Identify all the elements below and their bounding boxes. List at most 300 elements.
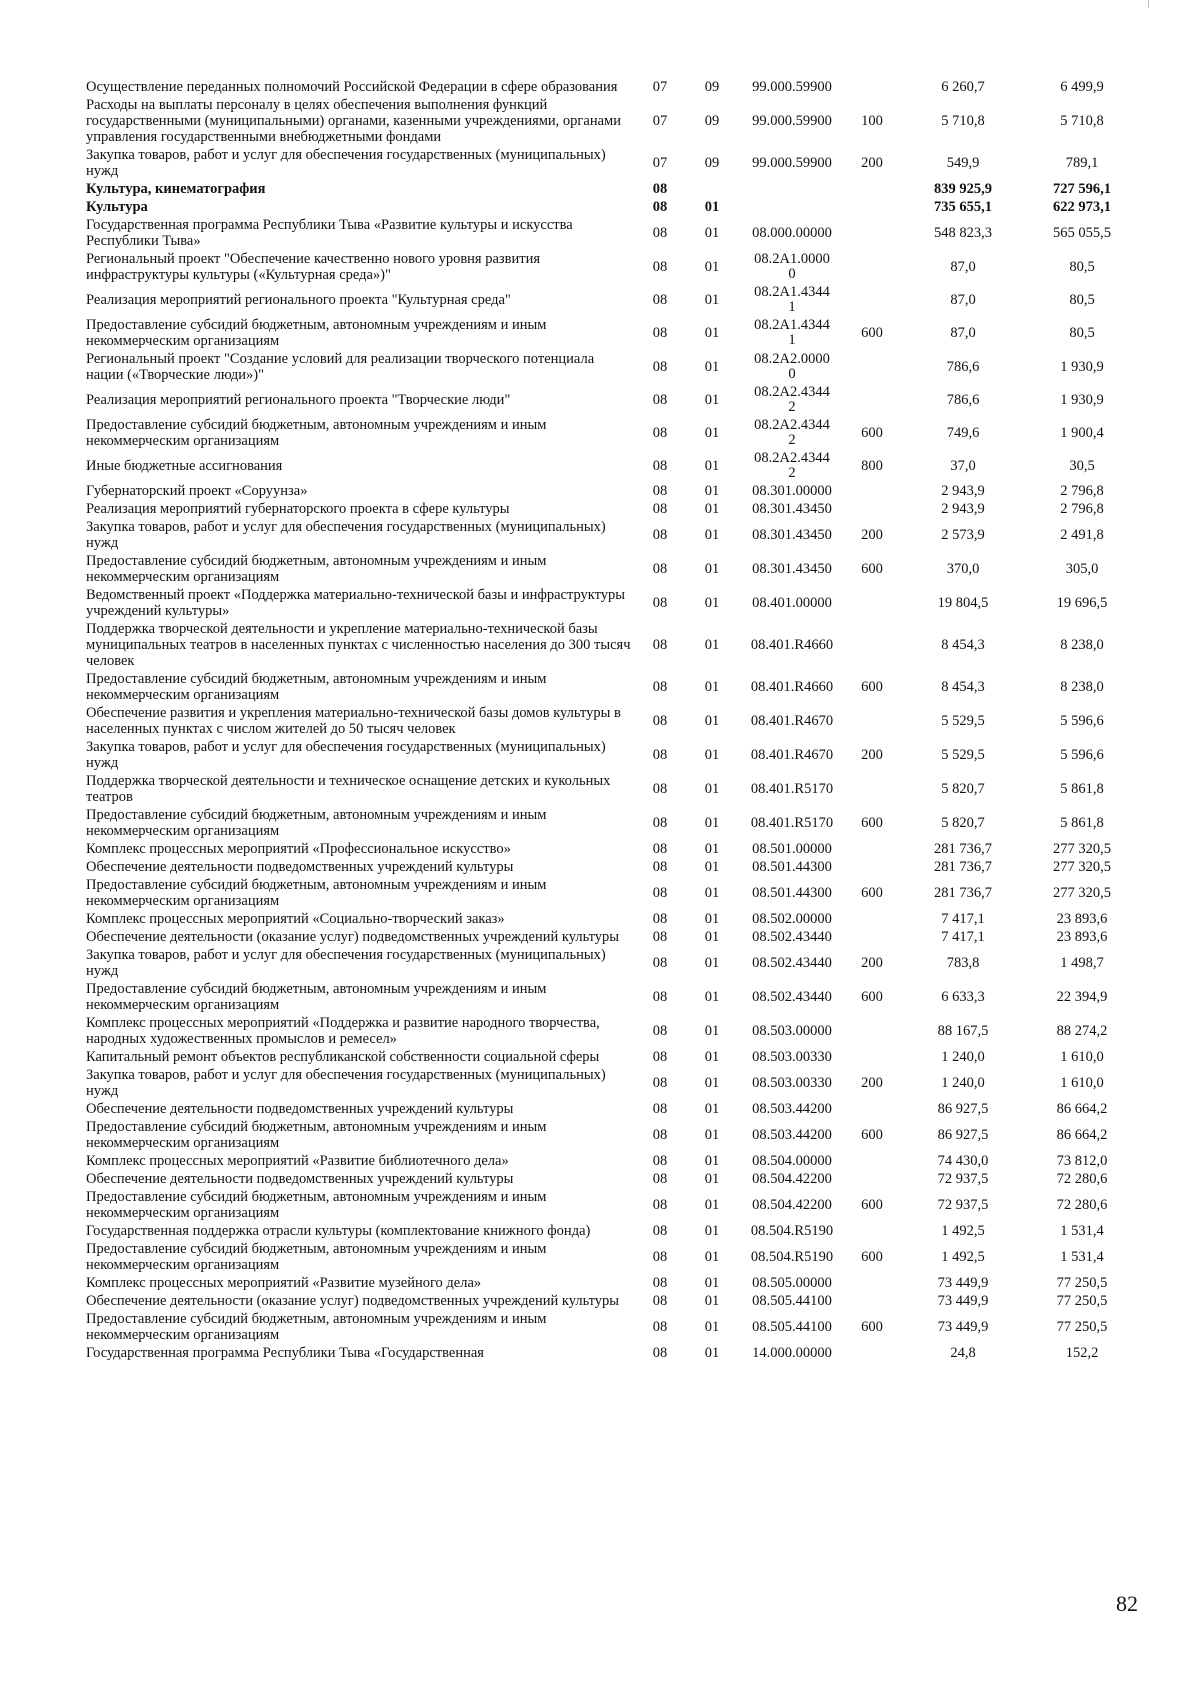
- target-article-code: 08.501.00000: [752, 840, 832, 857]
- target-article-code: 08.301.43450: [752, 500, 832, 517]
- subsection-code: 01: [704, 259, 720, 275]
- target-article-code: 08.401.R5170: [750, 780, 834, 797]
- section-code: 08: [652, 392, 668, 408]
- section-code: 08: [652, 1153, 668, 1169]
- amount-year-2: 73 812,0: [1056, 1153, 1108, 1169]
- amount-year-2: 1 531,4: [1060, 1223, 1104, 1239]
- amount-year-1: 86 927,5: [937, 1127, 989, 1143]
- section-code: 08: [652, 1319, 668, 1335]
- item-name: Капитальный ремонт объектов республиканской собственности социальной сферы: [86, 1049, 600, 1065]
- table-row: [86, 1344, 1136, 1362]
- item-name: Комплекс процессных мероприятий «Развитие библиотечного дела»: [86, 1153, 509, 1169]
- amount-year-2: 80,5: [1069, 292, 1095, 308]
- amount-year-2: 2 796,8: [1060, 483, 1104, 499]
- amount-year-1: 6 633,3: [941, 989, 985, 1005]
- subsection-code: 01: [704, 501, 720, 517]
- amount-year-2: 80,5: [1069, 259, 1095, 275]
- table-row: [86, 316, 1136, 350]
- amount-year-1: 7 417,1: [941, 911, 985, 927]
- expense-type-code: 600: [861, 989, 883, 1005]
- item-name: Предоставление субсидий бюджетным, автономным учреждениям и иным некоммерческим организациям: [86, 317, 547, 349]
- table-row: [86, 78, 1136, 96]
- amount-year-1: 839 925,9: [934, 181, 992, 197]
- section-code: 08: [652, 425, 668, 441]
- subsection-code: 01: [704, 292, 720, 308]
- section-code: 07: [652, 155, 668, 171]
- target-article-code: 08.501.44300: [752, 858, 832, 875]
- amount-year-1: 8 454,3: [941, 679, 985, 695]
- table-row: [86, 910, 1136, 928]
- item-name: Расходы на выплаты персоналу в целях обеспечения выполнения функций государственными (муниципальными) органами, казенными учреждениями, органами управления государственными внебюджетными фондами: [86, 97, 621, 145]
- target-article-code: 08.2А2.4344 2: [754, 417, 830, 448]
- target-article-code: 08.2А1.4344 1: [754, 284, 830, 315]
- amount-year-2: 1 610,0: [1060, 1075, 1104, 1091]
- item-name: Предоставление субсидий бюджетным, автономным учреждениям и иным некоммерческим организациям: [86, 1119, 547, 1151]
- target-article-code: 08.503.00330: [752, 1074, 832, 1091]
- section-code: 08: [652, 325, 668, 341]
- subsection-code: 01: [704, 885, 720, 901]
- subsection-code: 01: [704, 1127, 720, 1143]
- subsection-code: 01: [704, 1049, 720, 1065]
- item-name: Предоставление субсидий бюджетным, автономным учреждениям и иным некоммерческим организациям: [86, 981, 547, 1013]
- amount-year-2: 277 320,5: [1053, 885, 1111, 901]
- target-article-code: 08.401.R5170: [750, 814, 834, 831]
- amount-year-1: 2 573,9: [941, 527, 985, 543]
- section-code: 08: [652, 595, 668, 611]
- amount-year-2: 727 596,1: [1053, 181, 1111, 197]
- amount-year-1: 6 260,7: [941, 79, 985, 95]
- item-name: Реализация мероприятий регионального проекта "Творческие люди": [86, 392, 511, 408]
- amount-year-2: 789,1: [1065, 155, 1099, 171]
- section-code: 08: [652, 483, 668, 499]
- table-row: [86, 482, 1136, 500]
- target-article-code: 08.505.44100: [752, 1318, 832, 1335]
- section-code: 08: [652, 1197, 668, 1213]
- amount-year-2: 152,2: [1065, 1345, 1099, 1361]
- expense-type-code: 600: [861, 1127, 883, 1143]
- amount-year-1: 1 492,5: [941, 1249, 985, 1265]
- amount-year-2: 88 274,2: [1056, 1023, 1108, 1039]
- table-row: [86, 1118, 1136, 1152]
- target-article-code: 08.504.00000: [752, 1152, 832, 1169]
- amount-year-2: 23 893,6: [1056, 911, 1108, 927]
- section-code: 08: [652, 1293, 668, 1309]
- section-code: 08: [652, 501, 668, 517]
- section-code: 07: [652, 113, 668, 129]
- expense-type-code: 200: [861, 1075, 883, 1091]
- expense-type-code: 200: [861, 747, 883, 763]
- subsection-code: 01: [704, 815, 720, 831]
- subsection-code: 01: [704, 1101, 720, 1117]
- target-article-code: 08.503.44200: [752, 1126, 832, 1143]
- subsection-code: 01: [704, 713, 720, 729]
- amount-year-2: 80,5: [1069, 325, 1095, 341]
- amount-year-1: 72 937,5: [937, 1197, 989, 1213]
- subsection-code: 01: [704, 425, 720, 441]
- amount-year-2: 22 394,9: [1056, 989, 1108, 1005]
- section-code: 08: [652, 225, 668, 241]
- table-row: [86, 1170, 1136, 1188]
- target-article-code: 14.000.00000: [752, 1344, 832, 1361]
- table-row: [86, 1048, 1136, 1066]
- amount-year-2: 277 320,5: [1053, 859, 1111, 875]
- amount-year-1: 5 820,7: [941, 781, 985, 797]
- item-name: Закупка товаров, работ и услуг для обеспечения государственных (муниципальных) нужд: [86, 947, 606, 979]
- expense-type-code: 600: [861, 425, 883, 441]
- table-row: [86, 1188, 1136, 1222]
- expense-type-code: 600: [861, 1319, 883, 1335]
- table-row: [86, 1014, 1136, 1048]
- amount-year-1: 786,6: [946, 359, 980, 375]
- item-name: Региональный проект "Обеспечение качественно нового уровня развития инфраструктуры культуры («Культурная среда»)": [86, 251, 541, 283]
- table-row: [86, 1222, 1136, 1240]
- item-name: Обеспечение развития и укрепления материально-технической базы домов культуры в населенных пунктах с числом жителей до 50 тысяч человек: [86, 705, 621, 737]
- item-name: Государственная программа Республики Тыва «Государственная: [86, 1345, 484, 1361]
- edge-mark: [1148, 0, 1149, 8]
- target-article-code: 99.000.59900: [752, 154, 832, 171]
- section-code: 08: [652, 292, 668, 308]
- subsection-code: 01: [704, 1023, 720, 1039]
- subsection-code: 09: [704, 79, 720, 95]
- table-row: [86, 840, 1136, 858]
- expense-type-code: 200: [861, 955, 883, 971]
- section-code: 08: [652, 713, 668, 729]
- expense-type-code: 100: [861, 113, 883, 129]
- amount-year-1: 783,8: [946, 955, 980, 971]
- amount-year-2: 8 238,0: [1060, 637, 1104, 653]
- item-name: Государственная программа Республики Тыва «Развитие культуры и искусства Республики Тыва»: [86, 217, 573, 249]
- section-code: 08: [652, 181, 668, 197]
- expense-type-code: 600: [861, 679, 883, 695]
- table-row: [86, 450, 1136, 482]
- expense-type-code: 600: [861, 1249, 883, 1265]
- subsection-code: 01: [704, 483, 720, 499]
- target-article-code: 08.301.00000: [752, 482, 832, 499]
- section-code: 08: [652, 747, 668, 763]
- section-code: 08: [652, 637, 668, 653]
- subsection-code: 01: [704, 392, 720, 408]
- subsection-code: 01: [704, 781, 720, 797]
- item-name: Обеспечение деятельности (оказание услуг) подведомственных учреждений культуры: [86, 1293, 620, 1309]
- target-article-code: 08.503.00000: [752, 1022, 832, 1039]
- table-row: [86, 980, 1136, 1014]
- section-code: 08: [652, 911, 668, 927]
- budget-table: [86, 78, 1136, 1362]
- table-row: [86, 772, 1136, 806]
- subsection-code: 01: [704, 199, 720, 215]
- table-row: [86, 1274, 1136, 1292]
- expense-type-code: 200: [861, 527, 883, 543]
- target-article-code: 08.401.R4670: [750, 712, 834, 729]
- subsection-code: 01: [704, 1319, 720, 1335]
- table-row: [86, 180, 1136, 198]
- item-name: Предоставление субсидий бюджетным, автономным учреждениям и иным некоммерческим организациям: [86, 877, 547, 909]
- item-name: Губернаторский проект «Соруунза»: [86, 483, 308, 499]
- target-article-code: 08.502.43440: [752, 954, 832, 971]
- section-code: 08: [652, 955, 668, 971]
- expense-type-code: 600: [861, 325, 883, 341]
- amount-year-2: 1 900,4: [1060, 425, 1104, 441]
- subsection-code: 01: [704, 1275, 720, 1291]
- section-code: 08: [652, 1101, 668, 1117]
- section-code: 08: [652, 841, 668, 857]
- amount-year-2: 1 531,4: [1060, 1249, 1104, 1265]
- subsection-code: 01: [704, 841, 720, 857]
- item-name: Комплекс процессных мероприятий «Развитие музейного дела»: [86, 1275, 482, 1291]
- amount-year-2: 30,5: [1069, 458, 1095, 474]
- section-code: 08: [652, 1275, 668, 1291]
- table-row: [86, 704, 1136, 738]
- amount-year-1: 281 736,7: [934, 885, 992, 901]
- amount-year-1: 5 820,7: [941, 815, 985, 831]
- section-code: 08: [652, 1223, 668, 1239]
- subsection-code: 01: [704, 595, 720, 611]
- table-row: [86, 96, 1136, 146]
- amount-year-2: 5 596,6: [1060, 713, 1104, 729]
- subsection-code: 01: [704, 911, 720, 927]
- table-row: [86, 946, 1136, 980]
- item-name: Предоставление субсидий бюджетным, автономным учреждениям и иным некоммерческим организациям: [86, 1189, 547, 1221]
- amount-year-1: 7 417,1: [941, 929, 985, 945]
- target-article-code: 08.502.00000: [752, 910, 832, 927]
- target-article-code: 99.000.59900: [752, 112, 832, 129]
- item-name: Предоставление субсидий бюджетным, автономным учреждениям и иным некоммерческим организациям: [86, 671, 547, 703]
- item-name: Предоставление субсидий бюджетным, автономным учреждениям и иным некоммерческим организациям: [86, 553, 547, 585]
- subsection-code: 01: [704, 561, 720, 577]
- section-code: 08: [652, 1127, 668, 1143]
- item-name: Закупка товаров, работ и услуг для обеспечения государственных (муниципальных) нужд: [86, 1067, 606, 1099]
- subsection-code: 01: [704, 359, 720, 375]
- item-name: Реализация мероприятий регионального проекта "Культурная среда": [86, 292, 511, 308]
- table-row: [86, 738, 1136, 772]
- amount-year-1: 87,0: [950, 259, 976, 275]
- section-code: 08: [652, 815, 668, 831]
- table-row: [86, 1310, 1136, 1344]
- subsection-code: 01: [704, 1197, 720, 1213]
- amount-year-2: 5 861,8: [1060, 815, 1104, 831]
- amount-year-2: 6 499,9: [1060, 79, 1104, 95]
- target-article-code: 08.505.44100: [752, 1292, 832, 1309]
- amount-year-1: 24,8: [950, 1345, 976, 1361]
- target-article-code: 08.502.43440: [752, 988, 832, 1005]
- section-code: 08: [652, 259, 668, 275]
- amount-year-1: 88 167,5: [937, 1023, 989, 1039]
- item-name: Иные бюджетные ассигнования: [86, 458, 283, 474]
- section-code: 08: [652, 561, 668, 577]
- amount-year-2: 1 930,9: [1060, 359, 1104, 375]
- section-code: 08: [652, 929, 668, 945]
- amount-year-2: 5 710,8: [1060, 113, 1104, 129]
- section-code: 08: [652, 989, 668, 1005]
- table-row: [86, 670, 1136, 704]
- item-name: Ведомственный проект «Поддержка материально-технической базы и инфраструктуры учреждений культуры»: [86, 587, 626, 619]
- item-name: Реализация мероприятий губернаторского проекта в сфере культуры: [86, 501, 510, 517]
- table-row: [86, 198, 1136, 216]
- amount-year-2: 86 664,2: [1056, 1101, 1108, 1117]
- section-code: 07: [652, 79, 668, 95]
- amount-year-2: 86 664,2: [1056, 1127, 1108, 1143]
- item-name: Поддержка творческой деятельности и техническое оснащение детских и кукольных театров: [86, 773, 611, 805]
- amount-year-1: 87,0: [950, 292, 976, 308]
- section-code: 08: [652, 359, 668, 375]
- section-code: 08: [652, 458, 668, 474]
- expense-type-code: 200: [861, 155, 883, 171]
- amount-year-2: 2 491,8: [1060, 527, 1104, 543]
- amount-year-1: 8 454,3: [941, 637, 985, 653]
- amount-year-2: 19 696,5: [1056, 595, 1108, 611]
- amount-year-1: 281 736,7: [934, 859, 992, 875]
- item-name: Обеспечение деятельности подведомственных учреждений культуры: [86, 1171, 514, 1187]
- item-name: Обеспечение деятельности подведомственных учреждений культуры: [86, 859, 514, 875]
- section-code: 08: [652, 1075, 668, 1091]
- amount-year-1: 549,9: [946, 155, 980, 171]
- amount-year-1: 2 943,9: [941, 483, 985, 499]
- item-name: Закупка товаров, работ и услуг для обеспечения государственных (муниципальных) нужд: [86, 519, 606, 551]
- amount-year-2: 23 893,6: [1056, 929, 1108, 945]
- target-article-code: 08.502.43440: [752, 928, 832, 945]
- table-row: [86, 518, 1136, 552]
- item-name: Предоставление субсидий бюджетным, автономным учреждениям и иным некоммерческим организациям: [86, 807, 547, 839]
- subsection-code: 01: [704, 325, 720, 341]
- item-name: Обеспечение деятельности подведомственных учреждений культуры: [86, 1101, 514, 1117]
- amount-year-2: 622 973,1: [1053, 199, 1111, 215]
- item-name: Культура: [86, 199, 148, 215]
- target-article-code: 08.2А2.0000 0: [754, 351, 830, 382]
- item-name: Культура, кинематография: [86, 181, 266, 197]
- table-row: [86, 350, 1136, 384]
- amount-year-2: 8 238,0: [1060, 679, 1104, 695]
- expense-type-code: 600: [861, 815, 883, 831]
- subsection-code: 01: [704, 637, 720, 653]
- target-article-code: 08.000.00000: [752, 224, 832, 241]
- subsection-code: 01: [704, 1153, 720, 1169]
- target-article-code: 08.504.42200: [752, 1196, 832, 1213]
- amount-year-1: 370,0: [946, 561, 980, 577]
- target-article-code: 08.2А2.4344 2: [754, 450, 830, 481]
- amount-year-1: 548 823,3: [934, 225, 992, 241]
- item-name: Комплекс процессных мероприятий «Профессиональное искусство»: [86, 841, 511, 857]
- amount-year-1: 735 655,1: [934, 199, 992, 215]
- item-name: Закупка товаров, работ и услуг для обеспечения государственных (муниципальных) нужд: [86, 147, 606, 179]
- subsection-code: 01: [704, 458, 720, 474]
- amount-year-1: 5 710,8: [941, 113, 985, 129]
- target-article-code: 08.503.44200: [752, 1100, 832, 1117]
- subsection-code: 01: [704, 679, 720, 695]
- expense-type-code: 600: [861, 1197, 883, 1213]
- section-code: 08: [652, 885, 668, 901]
- item-name: Предоставление субсидий бюджетным, автономным учреждениям и иным некоммерческим организациям: [86, 417, 547, 449]
- item-name: Комплекс процессных мероприятий «Поддержка и развитие народного творчества, народных художественных промыслов и ремесел»: [86, 1015, 600, 1047]
- amount-year-2: 305,0: [1065, 561, 1099, 577]
- table-row: [86, 586, 1136, 620]
- amount-year-2: 5 596,6: [1060, 747, 1104, 763]
- amount-year-1: 73 449,9: [937, 1275, 989, 1291]
- section-code: 08: [652, 781, 668, 797]
- item-name: Предоставление субсидий бюджетным, автономным учреждениям и иным некоммерческим организациям: [86, 1311, 547, 1343]
- expense-type-code: 600: [861, 561, 883, 577]
- target-article-code: 08.2А2.4344 2: [754, 384, 830, 415]
- amount-year-2: 565 055,5: [1053, 225, 1111, 241]
- table-row: [86, 500, 1136, 518]
- section-code: 08: [652, 1249, 668, 1265]
- table-row: [86, 876, 1136, 910]
- subsection-code: 01: [704, 1223, 720, 1239]
- subsection-code: 01: [704, 747, 720, 763]
- amount-year-1: 5 529,5: [941, 713, 985, 729]
- amount-year-2: 1 930,9: [1060, 392, 1104, 408]
- item-name: Региональный проект "Создание условий для реализации творческого потенциала нации («Творческие люди»)": [86, 351, 595, 383]
- table-row: [86, 858, 1136, 876]
- target-article-code: 08.401.R4670: [750, 746, 834, 763]
- item-name: Закупка товаров, работ и услуг для обеспечения государственных (муниципальных) нужд: [86, 739, 606, 771]
- section-code: 08: [652, 679, 668, 695]
- target-article-code: 08.301.43450: [752, 560, 832, 577]
- amount-year-1: 1 240,0: [941, 1075, 985, 1091]
- subsection-code: 01: [704, 225, 720, 241]
- amount-year-1: 5 529,5: [941, 747, 985, 763]
- amount-year-2: 5 861,8: [1060, 781, 1104, 797]
- subsection-code: 01: [704, 989, 720, 1005]
- subsection-code: 01: [704, 1293, 720, 1309]
- section-code: 08: [652, 1345, 668, 1361]
- table-row: [86, 1152, 1136, 1170]
- amount-year-2: 77 250,5: [1056, 1275, 1108, 1291]
- section-code: 08: [652, 199, 668, 215]
- item-name: Обеспечение деятельности (оказание услуг) подведомственных учреждений культуры: [86, 929, 620, 945]
- amount-year-2: 72 280,6: [1056, 1197, 1108, 1213]
- amount-year-1: 749,6: [946, 425, 980, 441]
- expense-type-code: 800: [861, 458, 883, 474]
- amount-year-2: 77 250,5: [1056, 1319, 1108, 1335]
- amount-year-1: 74 430,0: [937, 1153, 989, 1169]
- amount-year-1: 281 736,7: [934, 841, 992, 857]
- section-code: 08: [652, 1023, 668, 1039]
- amount-year-2: 72 280,6: [1056, 1171, 1108, 1187]
- subsection-code: 01: [704, 955, 720, 971]
- target-article-code: 08.401.R4660: [750, 678, 834, 695]
- item-name: Предоставление субсидий бюджетным, автономным учреждениям и иным некоммерческим организациям: [86, 1241, 547, 1273]
- table-row: [86, 1100, 1136, 1118]
- subsection-code: 01: [704, 929, 720, 945]
- item-name: Государственная поддержка отрасли культуры (комплектование книжного фонда): [86, 1223, 591, 1239]
- item-name: Осуществление переданных полномочий Российской Федерации в сфере образования: [86, 79, 618, 95]
- table-row: [86, 1066, 1136, 1100]
- table-row: [86, 284, 1136, 316]
- table-row: [86, 250, 1136, 284]
- subsection-code: 01: [704, 1075, 720, 1091]
- item-name: Комплекс процессных мероприятий «Социально-творческий заказ»: [86, 911, 505, 927]
- subsection-code: 01: [704, 1249, 720, 1265]
- section-code: 08: [652, 859, 668, 875]
- expense-type-code: 600: [861, 885, 883, 901]
- target-article-code: 08.401.00000: [752, 594, 832, 611]
- target-article-code: 08.504.42200: [752, 1170, 832, 1187]
- section-code: 08: [652, 527, 668, 543]
- amount-year-2: 77 250,5: [1056, 1293, 1108, 1309]
- amount-year-1: 87,0: [950, 325, 976, 341]
- table-row: [86, 216, 1136, 250]
- amount-year-2: 1 498,7: [1060, 955, 1104, 971]
- target-article-code: 08.504.R5190: [750, 1222, 834, 1239]
- table-row: [86, 1292, 1136, 1310]
- target-article-code: 08.2А1.4344 1: [754, 317, 830, 348]
- page-number: 82: [1116, 1591, 1138, 1616]
- subsection-code: 01: [704, 859, 720, 875]
- subsection-code: 01: [704, 527, 720, 543]
- subsection-code: 09: [704, 155, 720, 171]
- subsection-code: 01: [704, 1171, 720, 1187]
- amount-year-1: 37,0: [950, 458, 976, 474]
